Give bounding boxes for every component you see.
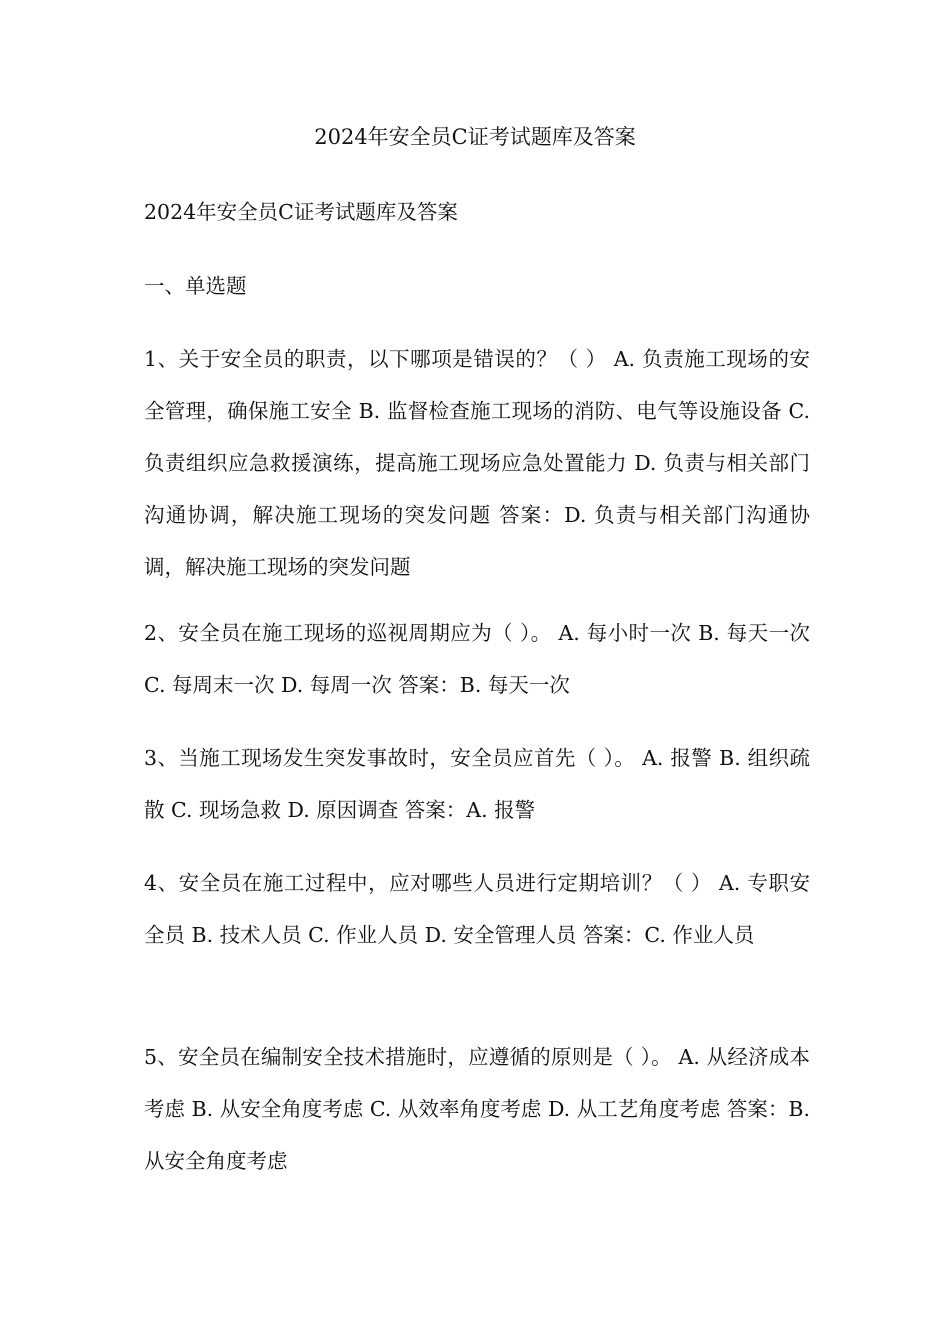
question-2: 2、安全员在施工现场的巡视周期应为（ ）。 A. 每小时一次 B. 每天一次 C. 每周末一次 D. 每周一次 答案：B. 每天一次 — [144, 621, 810, 697]
question-3: 3、当施工现场发生突发事故时，安全员应首先（ ）。 A. 报警 B. 组织疏散 C. 现场急救 D. 原因调查 答案：A. 报警 — [144, 746, 810, 822]
question-4: 4、安全员在施工过程中，应对哪些人员进行定期培训？（ ） A. 专职安全员 B. 技术人员 C. 作业人员 D. 安全管理人员 答案：C. 作业人员 — [144, 871, 810, 947]
question-5: 5、安全员在编制安全技术措施时，应遵循的原则是（ ）。 A. 从经济成本考虑 B. 从安全角度考虑 C. 从效率角度考虑 D. 从工艺角度考虑 答案：B. 从安全角度考虑 — [144, 1045, 810, 1173]
section-heading: 一、单选题 — [144, 274, 247, 298]
document-title: 2024年安全员C证考试题库及答案 — [314, 125, 636, 149]
document-subtitle: 2024年安全员C证考试题库及答案 — [144, 200, 458, 224]
question-1: 1、关于安全员的职责，以下哪项是错误的？（ ） A. 负责施工现场的安全管理，确保施工安全 B. 监督检查施工现场的消防、电气等设施设备 C. 负责组织应急救援演练，提高施工现场应急处置能力 D. 负责与相关部门沟通协调，解决施工现场的突发问题 答案：D. 负责与相关部门沟通协调，解决施工现场的突发问题 — [144, 347, 810, 579]
